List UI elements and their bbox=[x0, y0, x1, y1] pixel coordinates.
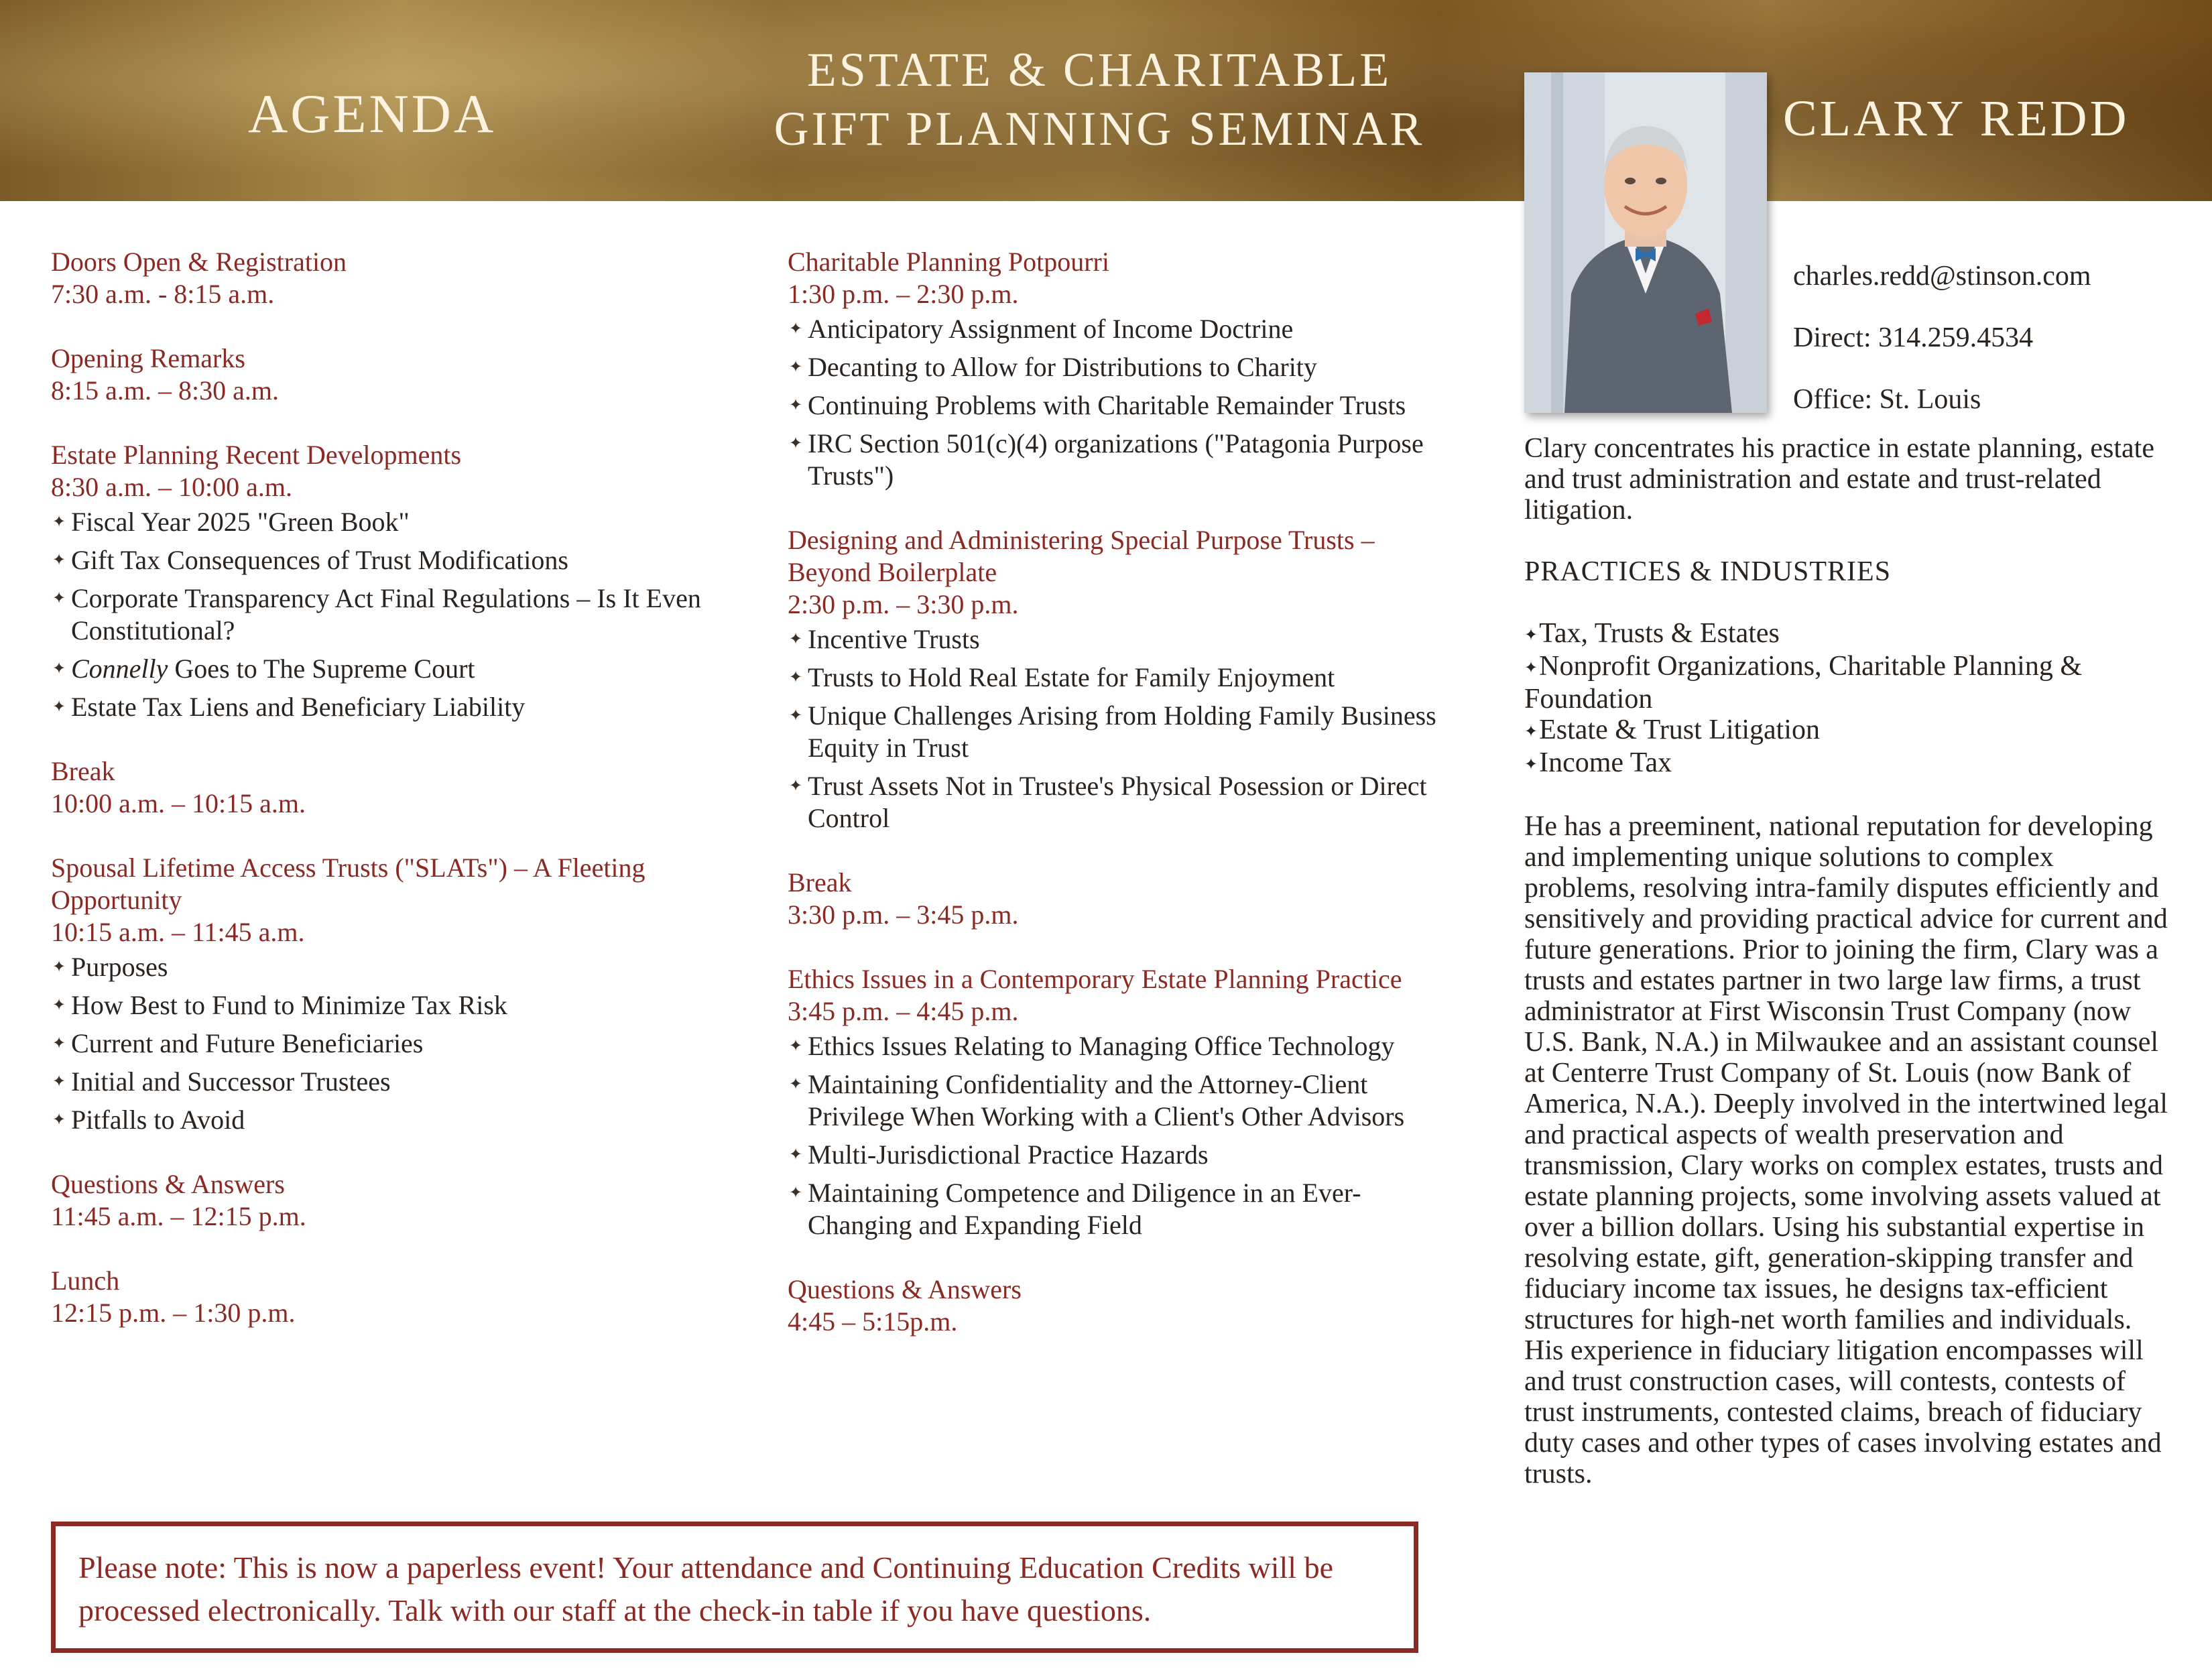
practice-item: ✦ Nonprofit Organizations, Charitable Planning & Foundation bbox=[1524, 651, 2168, 715]
session-title: Questions & Answers bbox=[788, 1274, 1022, 1304]
seminar-title bbox=[771, 40, 1428, 158]
session-title: Doors Open & Registration bbox=[51, 247, 347, 277]
session-title: Break bbox=[51, 756, 115, 786]
session-time: 11:45 a.m. – 12:15 p.m. bbox=[51, 1201, 306, 1231]
session-time: 10:00 a.m. – 10:15 a.m. bbox=[51, 788, 306, 818]
session-title: Charitable Planning Potpourri bbox=[788, 247, 1109, 277]
session-topic: ✦ Maintaining Confidentiality and the Attorney-Client Privilege When Working with a Client's Other Advisors bbox=[788, 1068, 1438, 1133]
session-topic: ✦ Anticipatory Assignment of Income Doctrine bbox=[788, 313, 1438, 345]
session-title: Break bbox=[788, 867, 852, 898]
seminar-title-line-1: ESTATE & CHARITABLE bbox=[806, 43, 1392, 97]
agenda-session bbox=[51, 852, 728, 1136]
agenda-session bbox=[788, 524, 1438, 834]
session-time: 2:30 p.m. – 3:30 p.m. bbox=[788, 589, 1019, 619]
session-topic: ✦ Gift Tax Consequences of Trust Modifications bbox=[51, 544, 728, 576]
session-time: 4:45 – 5:15p.m. bbox=[788, 1306, 958, 1337]
agenda-title: AGENDA bbox=[248, 83, 497, 144]
session-topic: ✦ Multi-Jurisdictional Practice Hazards bbox=[788, 1139, 1438, 1171]
session-title: Estate Planning Recent Developments bbox=[51, 440, 462, 470]
session-topic: ✦ Decanting to Allow for Distributions to Charity bbox=[788, 351, 1438, 383]
session-topic: ✦ Pitfalls to Avoid bbox=[51, 1104, 728, 1136]
session-topics bbox=[788, 1030, 1438, 1241]
session-time: 12:15 p.m. – 1:30 p.m. bbox=[51, 1298, 296, 1328]
agenda-session bbox=[51, 343, 728, 407]
paperless-notice: Please note: This is now a paperless event! Your attendance and Continuing Education Credits will be processed electronically. Talk with our staff at the check-in table if you have questions. bbox=[51, 1522, 1418, 1653]
session-topic: ✦ Corporate Transparency Act Final Regulations – Is It Even Constitutional? bbox=[51, 582, 728, 647]
agenda-session bbox=[51, 439, 728, 723]
session-time: 10:15 a.m. – 11:45 a.m. bbox=[51, 917, 305, 947]
agenda-session bbox=[51, 1265, 728, 1329]
session-title: Opening Remarks bbox=[51, 343, 245, 373]
agenda-left-column bbox=[51, 246, 728, 1361]
session-topic: ✦ Ethics Issues Relating to Managing Office Technology bbox=[788, 1030, 1438, 1062]
session-time: 8:30 a.m. – 10:00 a.m. bbox=[51, 472, 292, 502]
speaker-photo bbox=[1524, 72, 1767, 413]
agenda-session bbox=[51, 755, 728, 820]
agenda-session bbox=[788, 246, 1438, 492]
agenda-right-column bbox=[788, 246, 1438, 1370]
session-topic: ✦ Continuing Problems with Charitable Remainder Trusts bbox=[788, 389, 1438, 422]
speaker-contact bbox=[1793, 245, 2091, 430]
session-topic: ✦ IRC Section 501(c)(4) organizations ("Patagonia Purpose Trusts") bbox=[788, 428, 1438, 492]
session-topics bbox=[51, 951, 728, 1136]
session-topic: ✦ Incentive Trusts bbox=[788, 623, 1438, 656]
speaker-office: Office: St. Louis bbox=[1793, 384, 1981, 415]
session-topic: ✦ Current and Future Beneficiaries bbox=[51, 1028, 728, 1060]
session-topic: ✦ Trust Assets Not in Trustee's Physical Posession or Direct Control bbox=[788, 770, 1438, 834]
speaker-bio-section bbox=[1524, 433, 2168, 1520]
agenda-session bbox=[788, 1274, 1438, 1338]
practice-item: ✦ Estate & Trust Litigation bbox=[1524, 715, 2168, 747]
session-time: 8:15 a.m. – 8:30 a.m. bbox=[51, 375, 279, 406]
session-topic: ✦ Trusts to Hold Real Estate for Family Enjoyment bbox=[788, 662, 1438, 694]
practice-item: ✦ Tax, Trusts & Estates bbox=[1524, 618, 2168, 651]
speaker-title: CLARY REDD bbox=[1783, 90, 2130, 147]
session-topic: ✦ Initial and Successor Trustees bbox=[51, 1066, 728, 1098]
agenda-session bbox=[51, 1168, 728, 1233]
session-topic: ✦ Unique Challenges Arising from Holding Family Business Equity in Trust bbox=[788, 700, 1438, 764]
session-topic: ✦ Maintaining Competence and Diligence in an Ever-Changing and Expanding Field bbox=[788, 1177, 1438, 1241]
practice-item: ✦ Income Tax bbox=[1524, 747, 2168, 780]
session-topic: ✦ How Best to Fund to Minimize Tax Risk bbox=[51, 989, 728, 1022]
practices-list bbox=[1524, 618, 2168, 780]
agenda-session bbox=[788, 867, 1438, 931]
session-time: 7:30 a.m. - 8:15 a.m. bbox=[51, 279, 275, 309]
session-title: Designing and Administering Special Purpose Trusts –Beyond Boilerplate bbox=[788, 525, 1375, 587]
session-topic: ✦ Estate Tax Liens and Beneficiary Liability bbox=[51, 691, 728, 723]
session-topic: ✦ Purposes bbox=[51, 951, 728, 983]
speaker-intro: Clary concentrates his practice in estate planning, estate and trust administration and estate and trust-related litigation. bbox=[1524, 433, 2154, 525]
agenda-session bbox=[788, 963, 1438, 1241]
session-title: Spousal Lifetime Access Trusts ("SLATs") – A Fleeting Opportunity bbox=[51, 853, 646, 915]
speaker-email[interactable]: charles.redd@stinson.com bbox=[1793, 261, 2091, 292]
speaker-portrait-image bbox=[1524, 72, 1767, 413]
session-topics bbox=[788, 313, 1438, 492]
seminar-title-line-2: GIFT PLANNING SEMINAR bbox=[774, 102, 1425, 156]
header-banner bbox=[0, 0, 2212, 201]
session-time: 3:30 p.m. – 3:45 p.m. bbox=[788, 900, 1019, 930]
speaker-bio: He has a preeminent, national reputation for developing and implementing unique solutions to complex problems, resolving intra-family disputes efficiently and sensitively and providing practical advice for current and future generations. Prior to joining the firm, Clary was a trusts and estates partner in two large law firms, a trust administrator at First Wisconsin Trust Company (now U.S. Bank, N.A.) in Milwaukee and an assistant counsel at Centerre Trust Company of St. Louis (now Bank of America, N.A.). Deeply involved in the intertwined legal and practical aspects of wealth preservation and transmission, Clary works on complex estates, trusts and estate planning projects, some involving assets valued at over a billion dollars. Using his substantial expertise in resolving estate, gift, generation-skipping transfer and fiduciary income tax issues, he designs tax-efficient structures for high-net worth families and individuals. His experience in fiduciary litigation encompasses will and trust construction cases, will contests, contests of trust instruments, contested claims, breach of fiduciary duty cases and other types of cases involving estates and trusts. bbox=[1524, 811, 2168, 1489]
session-topic: ✦ Connelly Goes to The Supreme Court bbox=[51, 653, 728, 685]
session-time: 3:45 p.m. – 4:45 p.m. bbox=[788, 996, 1019, 1026]
agenda-session bbox=[51, 246, 728, 310]
practices-heading: PRACTICES & INDUSTRIES bbox=[1524, 556, 1892, 587]
session-title: Ethics Issues in a Contemporary Estate Planning Practice bbox=[788, 964, 1402, 994]
session-title: Questions & Answers bbox=[51, 1169, 285, 1199]
session-time: 1:30 p.m. – 2:30 p.m. bbox=[788, 279, 1019, 309]
session-topics bbox=[788, 623, 1438, 834]
session-title: Lunch bbox=[51, 1265, 120, 1296]
session-topics bbox=[51, 506, 728, 723]
session-topic: ✦ Fiscal Year 2025 "Green Book" bbox=[51, 506, 728, 538]
speaker-direct-phone: Direct: 314.259.4534 bbox=[1793, 322, 2034, 353]
